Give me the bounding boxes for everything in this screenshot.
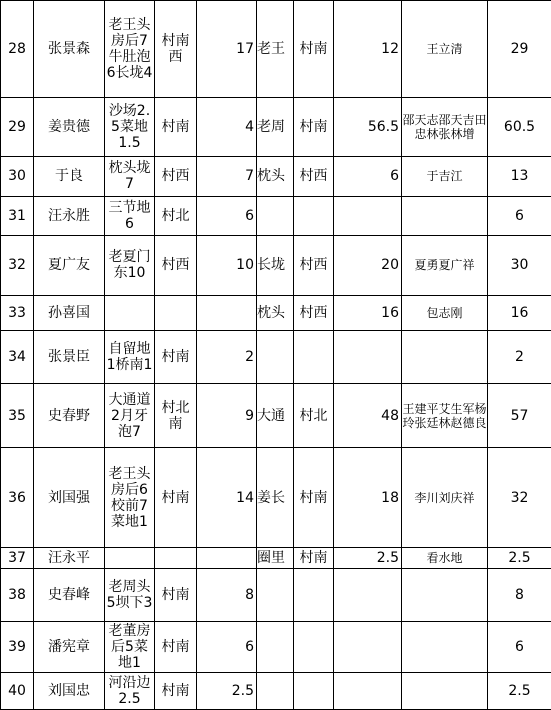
- plot-details-cell: 枕头垅7: [105, 157, 155, 196]
- person-name-cell: 刘国强: [34, 448, 105, 548]
- row-number-cell: 40: [1, 672, 34, 709]
- plot-details-cell: 老董房后5菜地1: [105, 621, 155, 672]
- co-holders-cell: 李川刘庆祥: [402, 448, 488, 548]
- row-number-cell: 31: [1, 196, 34, 235]
- co-holders-cell: 王立清: [402, 1, 488, 98]
- location-cell: 村西: [155, 235, 197, 295]
- plot2-location-cell: 村西: [294, 295, 334, 330]
- location-cell: 村南: [155, 569, 197, 622]
- plot-details-cell: 沙场2.5菜地1.5: [105, 98, 155, 157]
- plot2-location-cell: 村西: [294, 157, 334, 196]
- plot2-amount-cell: 12: [334, 1, 402, 98]
- subtotal-cell: 2: [197, 331, 257, 384]
- person-name-cell: 于良: [34, 157, 105, 196]
- plot2-name-cell: [257, 672, 294, 709]
- row-number-cell: 35: [1, 383, 34, 447]
- row-number-cell: 39: [1, 621, 34, 672]
- plot2-name-cell: 姜长: [257, 448, 294, 548]
- location-cell: 村南: [155, 98, 197, 157]
- subtotal-cell: 8: [197, 569, 257, 622]
- plot2-name-cell: 枕头: [257, 157, 294, 196]
- co-holders-cell: 夏勇夏广祥: [402, 235, 488, 295]
- person-name-cell: 张景臣: [34, 331, 105, 384]
- person-name-cell: 夏广友: [34, 235, 105, 295]
- plot2-location-cell: 村西: [294, 235, 334, 295]
- table-row: [1, 157, 551, 196]
- person-name-cell: 姜贵德: [34, 98, 105, 157]
- total-cell: 29: [488, 1, 551, 98]
- total-cell: 32: [488, 448, 551, 548]
- plot2-amount-cell: [334, 331, 402, 384]
- row-number-cell: 28: [1, 1, 34, 98]
- row-number-cell: 34: [1, 331, 34, 384]
- subtotal-cell: 10: [197, 235, 257, 295]
- co-holders-cell: 于吉江: [402, 157, 488, 196]
- person-name-cell: 汪永平: [34, 548, 105, 569]
- plot-details-cell: 河沿边2.5: [105, 672, 155, 709]
- row-number-cell: 33: [1, 295, 34, 330]
- plot2-amount-cell: 2.5: [334, 548, 402, 569]
- plot-details-cell: 老王头房后7牛肚泡6长垅4: [105, 1, 155, 98]
- person-name-cell: 张景森: [34, 1, 105, 98]
- plot2-name-cell: [257, 621, 294, 672]
- co-holders-cell: 包志刚: [402, 295, 488, 330]
- plot-details-cell: 自留地1桥南1: [105, 331, 155, 384]
- plot2-location-cell: 村南: [294, 448, 334, 548]
- subtotal-cell: 9: [197, 383, 257, 447]
- subtotal-cell: 6: [197, 196, 257, 235]
- co-holders-cell: 邵天志邵天吉田忠林张林增: [402, 98, 488, 157]
- subtotal-cell: 7: [197, 157, 257, 196]
- plot2-amount-cell: 20: [334, 235, 402, 295]
- plot2-name-cell: [257, 331, 294, 384]
- subtotal-cell: 4: [197, 98, 257, 157]
- plot2-location-cell: [294, 196, 334, 235]
- plot2-name-cell: 老王: [257, 1, 294, 98]
- plot2-location-cell: 村北: [294, 383, 334, 447]
- total-cell: 13: [488, 157, 551, 196]
- plot-details-cell: 老夏门东10: [105, 235, 155, 295]
- person-name-cell: 刘国忠: [34, 672, 105, 709]
- plot2-name-cell: 老周: [257, 98, 294, 157]
- row-number-cell: 30: [1, 157, 34, 196]
- plot2-amount-cell: [334, 569, 402, 622]
- plot-details-cell: [105, 295, 155, 330]
- table-row: [1, 569, 551, 622]
- location-cell: 村北南: [155, 383, 197, 447]
- location-cell: 村北: [155, 196, 197, 235]
- plot2-amount-cell: [334, 621, 402, 672]
- plot2-amount-cell: [334, 672, 402, 709]
- location-cell: 村西: [155, 157, 197, 196]
- plot-details-cell: 大通道2月牙泡7: [105, 383, 155, 447]
- plot2-name-cell: 圈里: [257, 548, 294, 569]
- plot-details-cell: 三节地6: [105, 196, 155, 235]
- co-holders-cell: [402, 569, 488, 622]
- co-holders-cell: 看水地: [402, 548, 488, 569]
- plot2-location-cell: [294, 672, 334, 709]
- subtotal-cell: 2.5: [197, 672, 257, 709]
- subtotal-cell: [197, 295, 257, 330]
- table-row: [1, 672, 551, 709]
- person-name-cell: 孙喜国: [34, 295, 105, 330]
- plot2-name-cell: 大通: [257, 383, 294, 447]
- person-name-cell: 史春野: [34, 383, 105, 447]
- table-row: [1, 448, 551, 548]
- table-row: [1, 383, 551, 447]
- plot2-location-cell: 村南: [294, 548, 334, 569]
- plot2-location-cell: [294, 331, 334, 384]
- plot2-location-cell: [294, 569, 334, 622]
- table-row: [1, 621, 551, 672]
- co-holders-cell: [402, 196, 488, 235]
- person-name-cell: 史春峰: [34, 569, 105, 622]
- plot2-amount-cell: 48: [334, 383, 402, 447]
- subtotal-cell: [197, 548, 257, 569]
- total-cell: 16: [488, 295, 551, 330]
- plot-details-cell: 老周头5坝下3: [105, 569, 155, 622]
- plot2-name-cell: [257, 569, 294, 622]
- plot2-location-cell: [294, 621, 334, 672]
- plot-details-cell: 老王头房后6校前7菜地1: [105, 448, 155, 548]
- plot2-name-cell: [257, 196, 294, 235]
- plot2-amount-cell: 18: [334, 448, 402, 548]
- co-holders-cell: [402, 331, 488, 384]
- table-row: [1, 548, 551, 569]
- row-number-cell: 29: [1, 98, 34, 157]
- location-cell: [155, 295, 197, 330]
- co-holders-cell: [402, 621, 488, 672]
- table-row: [1, 235, 551, 295]
- plot2-amount-cell: [334, 196, 402, 235]
- plot2-location-cell: 村南: [294, 1, 334, 98]
- location-cell: 村南: [155, 331, 197, 384]
- subtotal-cell: 6: [197, 621, 257, 672]
- row-number-cell: 32: [1, 235, 34, 295]
- location-cell: 村南: [155, 448, 197, 548]
- co-holders-cell: [402, 672, 488, 709]
- total-cell: 2.5: [488, 548, 551, 569]
- subtotal-cell: 14: [197, 448, 257, 548]
- location-cell: 村南西: [155, 1, 197, 98]
- plot2-name-cell: 长垅: [257, 235, 294, 295]
- plot2-name-cell: 枕头: [257, 295, 294, 330]
- table-row: [1, 331, 551, 384]
- plot2-amount-cell: 6: [334, 157, 402, 196]
- plot2-amount-cell: 56.5: [334, 98, 402, 157]
- plot2-location-cell: 村南: [294, 98, 334, 157]
- total-cell: 57: [488, 383, 551, 447]
- total-cell: 60.5: [488, 98, 551, 157]
- total-cell: 2: [488, 331, 551, 384]
- table-row: [1, 295, 551, 330]
- total-cell: 6: [488, 621, 551, 672]
- total-cell: 8: [488, 569, 551, 622]
- location-cell: 村南: [155, 621, 197, 672]
- row-number-cell: 38: [1, 569, 34, 622]
- location-cell: 村南: [155, 672, 197, 709]
- row-number-cell: 37: [1, 548, 34, 569]
- subtotal-cell: 17: [197, 1, 257, 98]
- table-row: [1, 98, 551, 157]
- location-cell: [155, 548, 197, 569]
- person-name-cell: 汪永胜: [34, 196, 105, 235]
- person-name-cell: 潘宪章: [34, 621, 105, 672]
- co-holders-cell: 王建平艾生军杨玲张廷林赵德良: [402, 383, 488, 447]
- table-row: [1, 1, 551, 98]
- plot2-amount-cell: 16: [334, 295, 402, 330]
- total-cell: 30: [488, 235, 551, 295]
- table-row: [1, 196, 551, 235]
- total-cell: 6: [488, 196, 551, 235]
- row-number-cell: 36: [1, 448, 34, 548]
- total-cell: 2.5: [488, 672, 551, 709]
- plot-details-cell: [105, 548, 155, 569]
